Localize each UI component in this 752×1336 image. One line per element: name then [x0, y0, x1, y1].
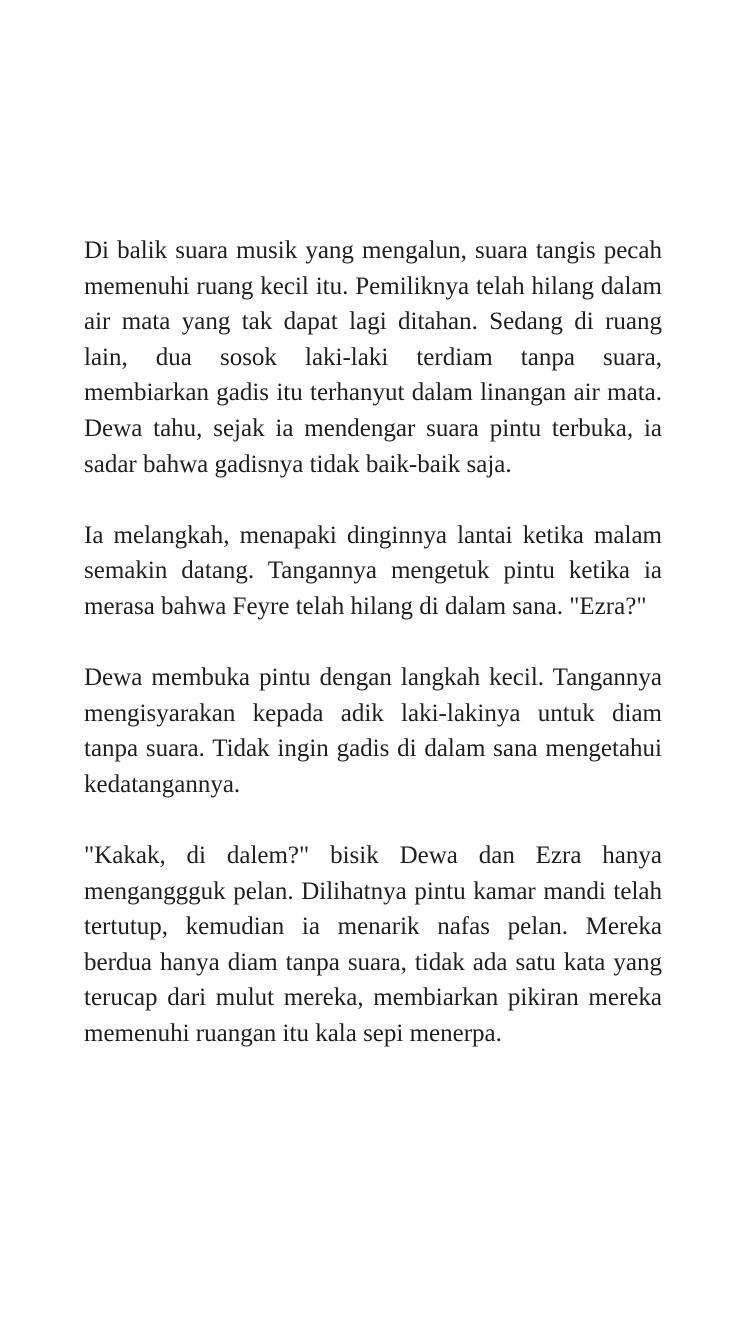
paragraph-4: "Kakak, di dalem?" bisik Dewa dan Ezra hanya menganggguk pelan. Dilihatnya pintu kamar mandi telah tertutup, kemudian ia menarik nafas pelan. Mereka berdua hanya diam tanpa suara, tidak ada satu kata yang terucap dari mulut mereka, membiarkan pikiran mereka memenuhi ruangan itu kala sepi menerpa.: [84, 842, 662, 1048]
paragraph-3: Dewa membuka pintu dengan langkah kecil. Tangannya mengisyarakan kepada adik laki-lakinya untuk diam tanpa suara. Tidak ingin gadis di dalam sana mengetahui kedatangannya.: [84, 664, 662, 798]
paragraph-2: Ia melangkah, menapaki dinginnya lantai ketika malam semakin datang. Tangannya mengetuk pintu ketika ia merasa bahwa Feyre telah hilang di dalam sana. "Ezra?": [84, 521, 662, 620]
paragraph-1: Di balik suara musik yang mengalun, suara tangis pecah memenuhi ruang kecil itu. Pemiliknya telah hilang dalam air mata yang tak dapat lagi ditahan. Sedang di ruang lain, dua sosok laki-laki terdiam tanpa suara, membiarkan gadis itu terhanyut dalam linangan air mata. Dewa tahu, sejak ia mendengar suara pintu terbuka, ia sadar bahwa gadisnya tidak baik-baik saja.: [84, 237, 662, 478]
story-text: [84, 233, 662, 1052]
